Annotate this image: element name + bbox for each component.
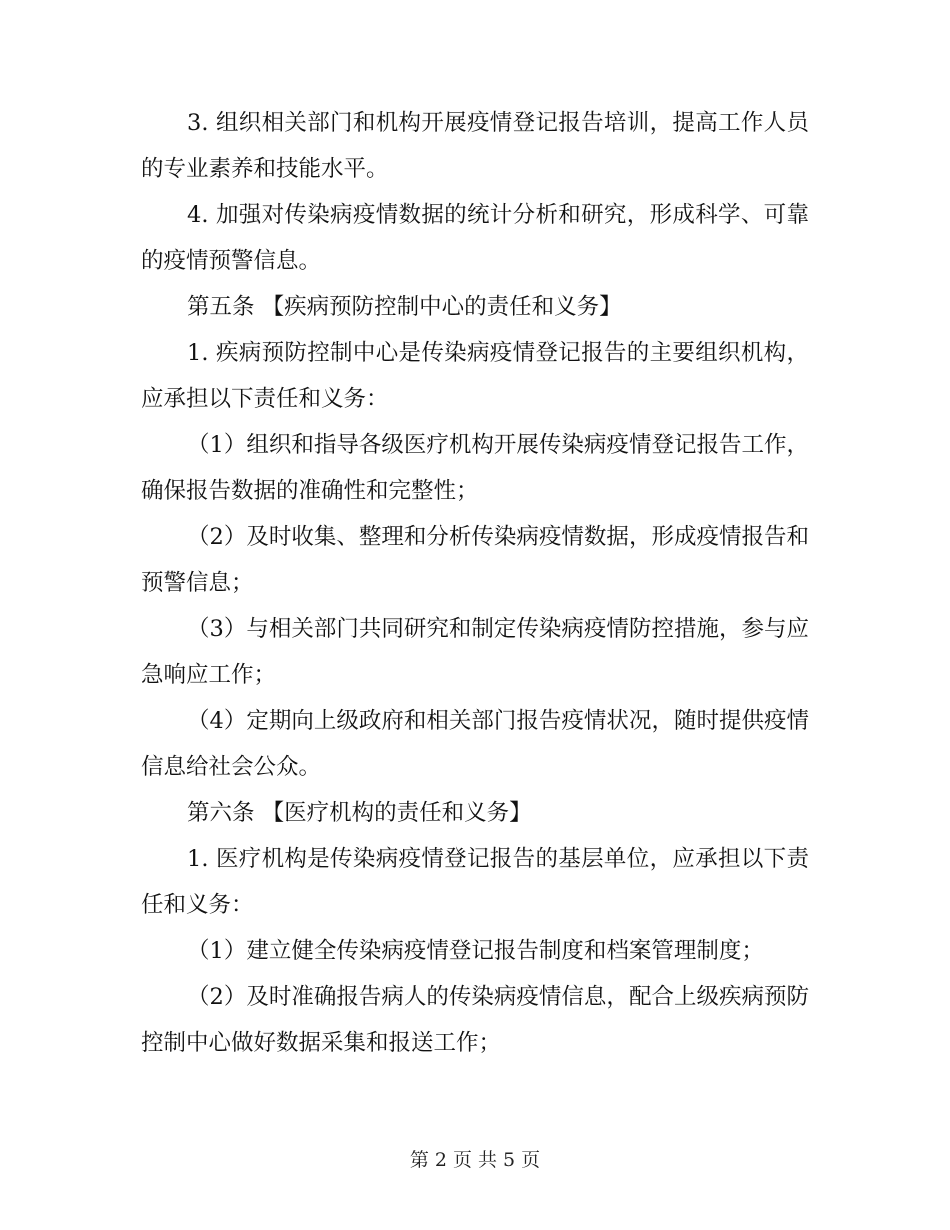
article-5-clause-1: 1. 疾病预防控制中心是传染病疫情登记报告的主要组织机构，应承担以下责任和义务： <box>141 340 809 412</box>
article-5-heading: 第五条 【疾病预防控制中心的责任和义务】 <box>187 294 622 320</box>
article-5-subclause-1: （1）组织和指导各级医疗机构开展传染病疫情登记报告工作，确保报告数据的准确性和完整性； <box>141 432 809 504</box>
article-6-subclause-1: （1）建立健全传染病疫情登记报告制度和档案管理制度； <box>187 938 764 964</box>
article-5-subclause-3: （3）与相关部门共同研究和制定传染病疫情防控措施，参与应急响应工作； <box>141 616 809 688</box>
article-5-subclause-4: （4）定期向上级政府和相关部门报告疫情状况，随时提供疫情信息给社会公众。 <box>141 708 809 780</box>
paragraph-item-3: 3. 组织相关部门和机构开展疫情登记报告培训，提高工作人员的专业素养和技能水平。 <box>141 110 809 182</box>
article-6-subclause-2: （2）及时准确报告病人的传染病疫情信息，配合上级疾病预防控制中心做好数据采集和报送工作； <box>141 984 809 1056</box>
article-6-heading: 第六条 【医疗机构的责任和义务】 <box>187 800 532 826</box>
paragraph-item-4: 4. 加强对传染病疫情数据的统计分析和研究，形成科学、可靠的疫情预警信息。 <box>141 202 809 274</box>
article-5-subclause-2: （2）及时收集、整理和分析传染病疫情数据，形成疫情报告和预警信息； <box>141 524 809 596</box>
article-6-clause-1: 1. 医疗机构是传染病疫情登记报告的基层单位，应承担以下责任和义务： <box>141 846 809 918</box>
page-number-footer: 第 2 页 共 5 页 <box>409 1149 541 1171</box>
document-body <box>141 100 809 1066</box>
